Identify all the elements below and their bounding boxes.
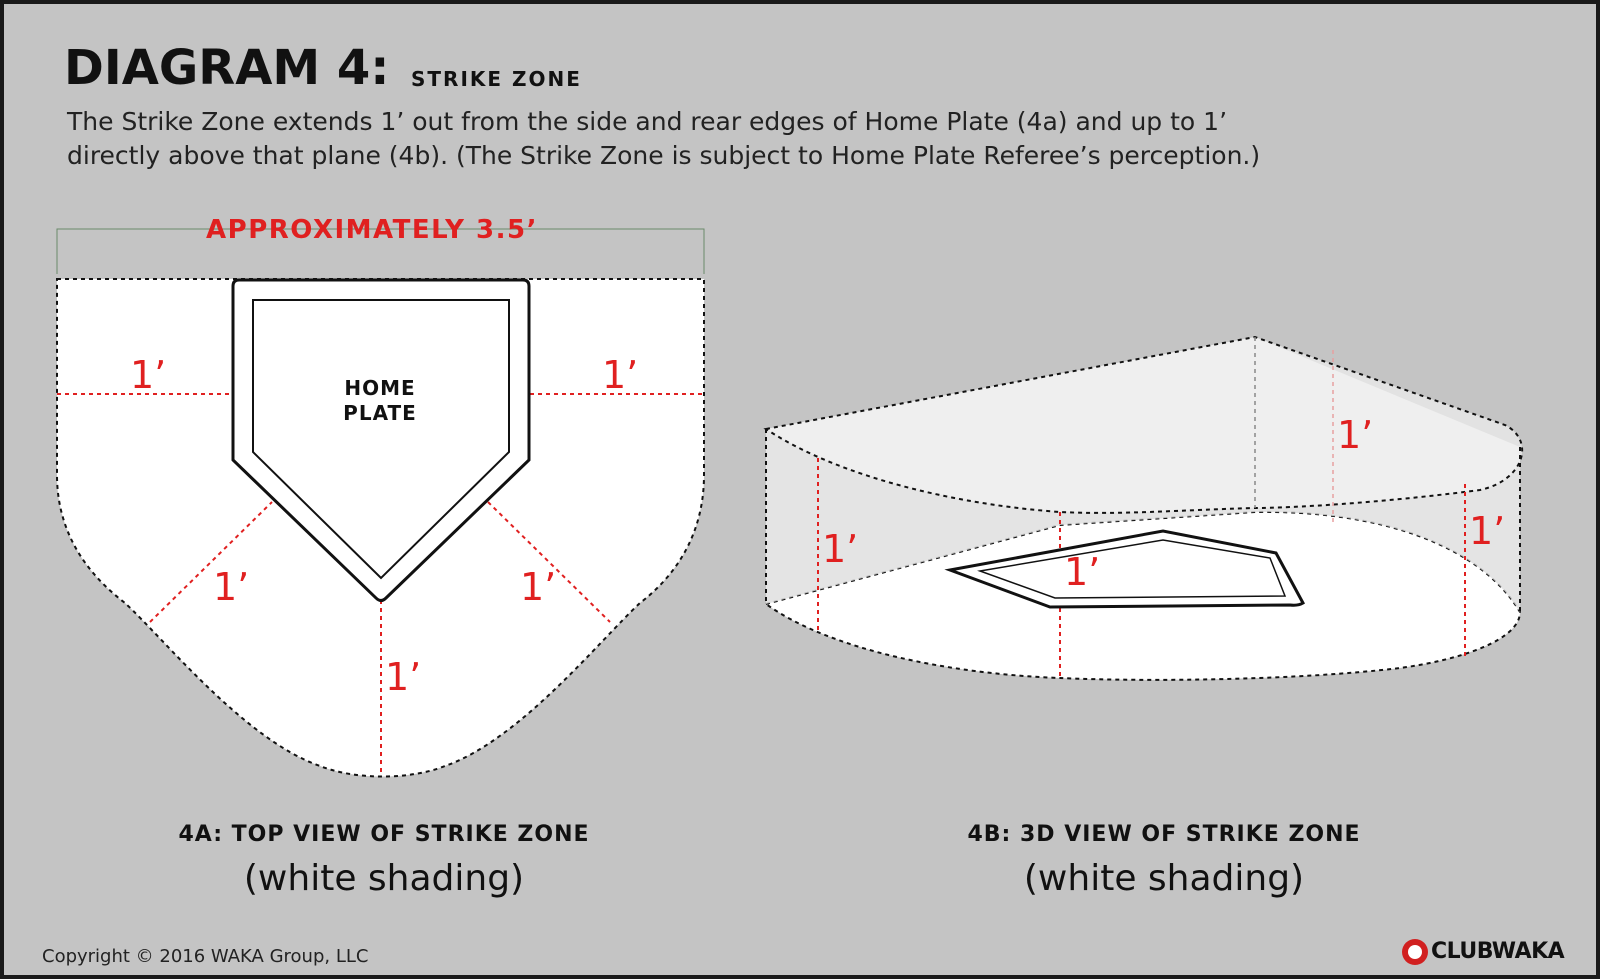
brand-name: CLUBWAKA xyxy=(1431,939,1565,964)
measure-label-3d-right: 1’ xyxy=(1469,509,1506,553)
diagram-subtitle: STRIKE ZONE xyxy=(411,67,582,91)
description-line-1: The Strike Zone extends 1’ out from the side and rear edges of Home Plate (4a) and up to 1’ xyxy=(67,107,1228,136)
home-plate-label-line2: PLATE xyxy=(343,401,417,425)
description-line-2: directly above that plane (4b). (The Strike Zone is subject to Home Plate Referee’s perception.) xyxy=(67,141,1261,170)
width-label: APPROXIMATELY 3.5’ xyxy=(206,215,538,245)
caption-4a-subtitle: (white shading) xyxy=(243,858,525,899)
top-view-diagram xyxy=(57,215,704,777)
measure-label-3d-center: 1’ xyxy=(1064,550,1101,594)
caption-4b-subtitle: (white shading) xyxy=(1023,858,1305,899)
measure-label-3d-left: 1’ xyxy=(822,527,859,571)
3d-view-diagram xyxy=(766,337,1522,680)
measure-label-bottom: 1’ xyxy=(385,655,422,699)
caption-4a-title: 4A: TOP VIEW OF STRIKE ZONE xyxy=(178,822,590,847)
home-plate-label-line1: HOME xyxy=(344,376,416,400)
measure-label-left: 1’ xyxy=(130,353,167,397)
diagram-title: DIAGRAM 4: xyxy=(64,40,390,96)
waka-logo-icon xyxy=(1402,939,1428,965)
measure-label-3d-back: 1’ xyxy=(1337,413,1374,457)
clubwaka-logo xyxy=(1402,937,1582,977)
copyright-text: Copyright © 2016 WAKA Group, LLC xyxy=(42,946,369,967)
measure-label-right: 1’ xyxy=(602,353,639,397)
measure-label-lower-left: 1’ xyxy=(213,565,250,609)
caption-4b-title: 4B: 3D VIEW OF STRIKE ZONE xyxy=(967,822,1361,847)
measure-label-lower-right: 1’ xyxy=(520,565,557,609)
